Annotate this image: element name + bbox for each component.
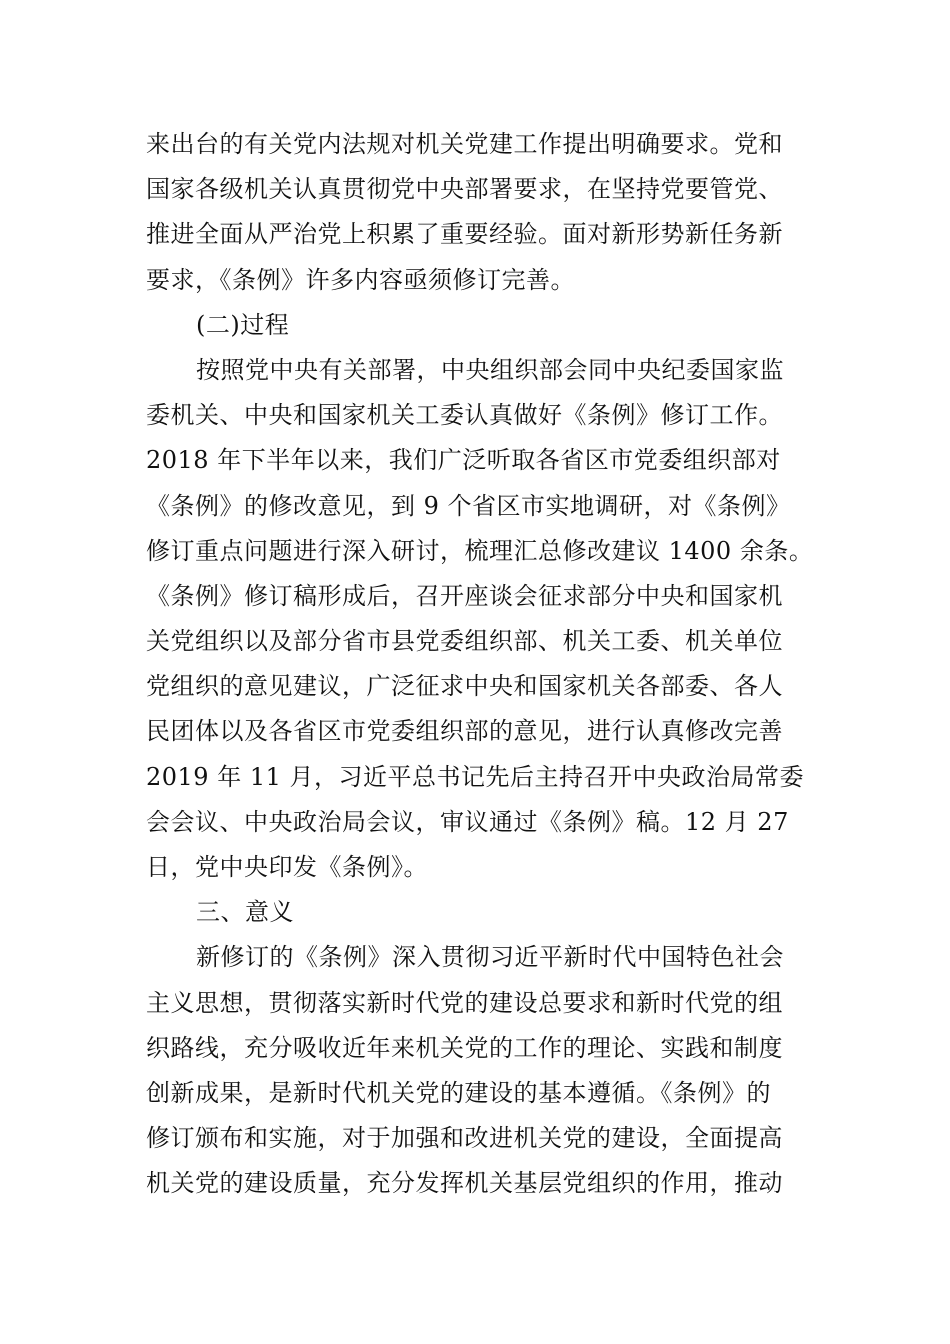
section-heading-significance: 三、意义 <box>196 898 294 927</box>
body-line: 推进全面从严治党上积累了重要经验。面对新形势新任务新 <box>146 220 783 249</box>
body-line: 2018 年下半年以来，我们广泛听取各省区市党委组织部对 <box>146 446 781 475</box>
body-line: 会会议、中央政治局会议，审议通过《条例》稿。12 月 27 <box>146 807 789 836</box>
body-line: 按照党中央有关部署，中央组织部会同中央纪委国家监 <box>196 355 784 384</box>
body-line: 要求，《条例》许多内容亟须修订完善。 <box>146 265 575 294</box>
body-line: 来出台的有关党内法规对机关党建工作提出明确要求。党和 <box>146 130 783 158</box>
section-heading-process: (二)过程 <box>196 310 290 339</box>
document-body <box>146 122 814 1207</box>
body-line: 新修订的《条例》深入贯彻习近平新时代中国特色社会 <box>196 943 784 972</box>
body-line: 2019 年 11 月，习近平总书记先后主持召开中央政治局常委 <box>146 762 805 791</box>
body-line: 国家各级机关认真贯彻党中央部署要求，在坚持党要管党、 <box>146 175 783 204</box>
body-line: 关党组织以及部分省市县党委组织部、机关工委、机关单位 <box>146 627 783 656</box>
body-line: 机关党的建设质量，充分发挥机关基层党组织的作用，推动 <box>146 1169 783 1198</box>
body-line: 委机关、中央和国家机关工委认真做好《条例》修订工作。 <box>146 401 783 430</box>
body-line: 《条例》的修改意见，到 9 个省区市实地调研，对《条例》 <box>146 491 791 520</box>
body-line: 日，党中央印发《条例》。 <box>146 853 428 881</box>
body-line: 修订重点问题进行深入研讨，梳理汇总修改建议 1400 余条。 <box>146 536 814 565</box>
body-line: 创新成果，是新时代机关党的建设的基本遵循。《条例》的 <box>146 1078 771 1107</box>
body-line: 民团体以及各省区市党委组织部的意见，进行认真修改完善 <box>146 717 783 746</box>
body-line: 修订颁布和实施，对于加强和改进机关党的建设，全面提高 <box>146 1124 783 1153</box>
body-line: 党组织的意见建议，广泛征求中央和国家机关各部委、各人 <box>146 672 783 701</box>
body-line: 主义思想，贯彻落实新时代党的建设总要求和新时代党的组 <box>146 988 783 1017</box>
body-line: 织路线，充分吸收近年来机关党的工作的理论、实践和制度 <box>146 1033 783 1062</box>
body-line: 《条例》修订稿形成后，召开座谈会征求部分中央和国家机 <box>146 581 783 610</box>
